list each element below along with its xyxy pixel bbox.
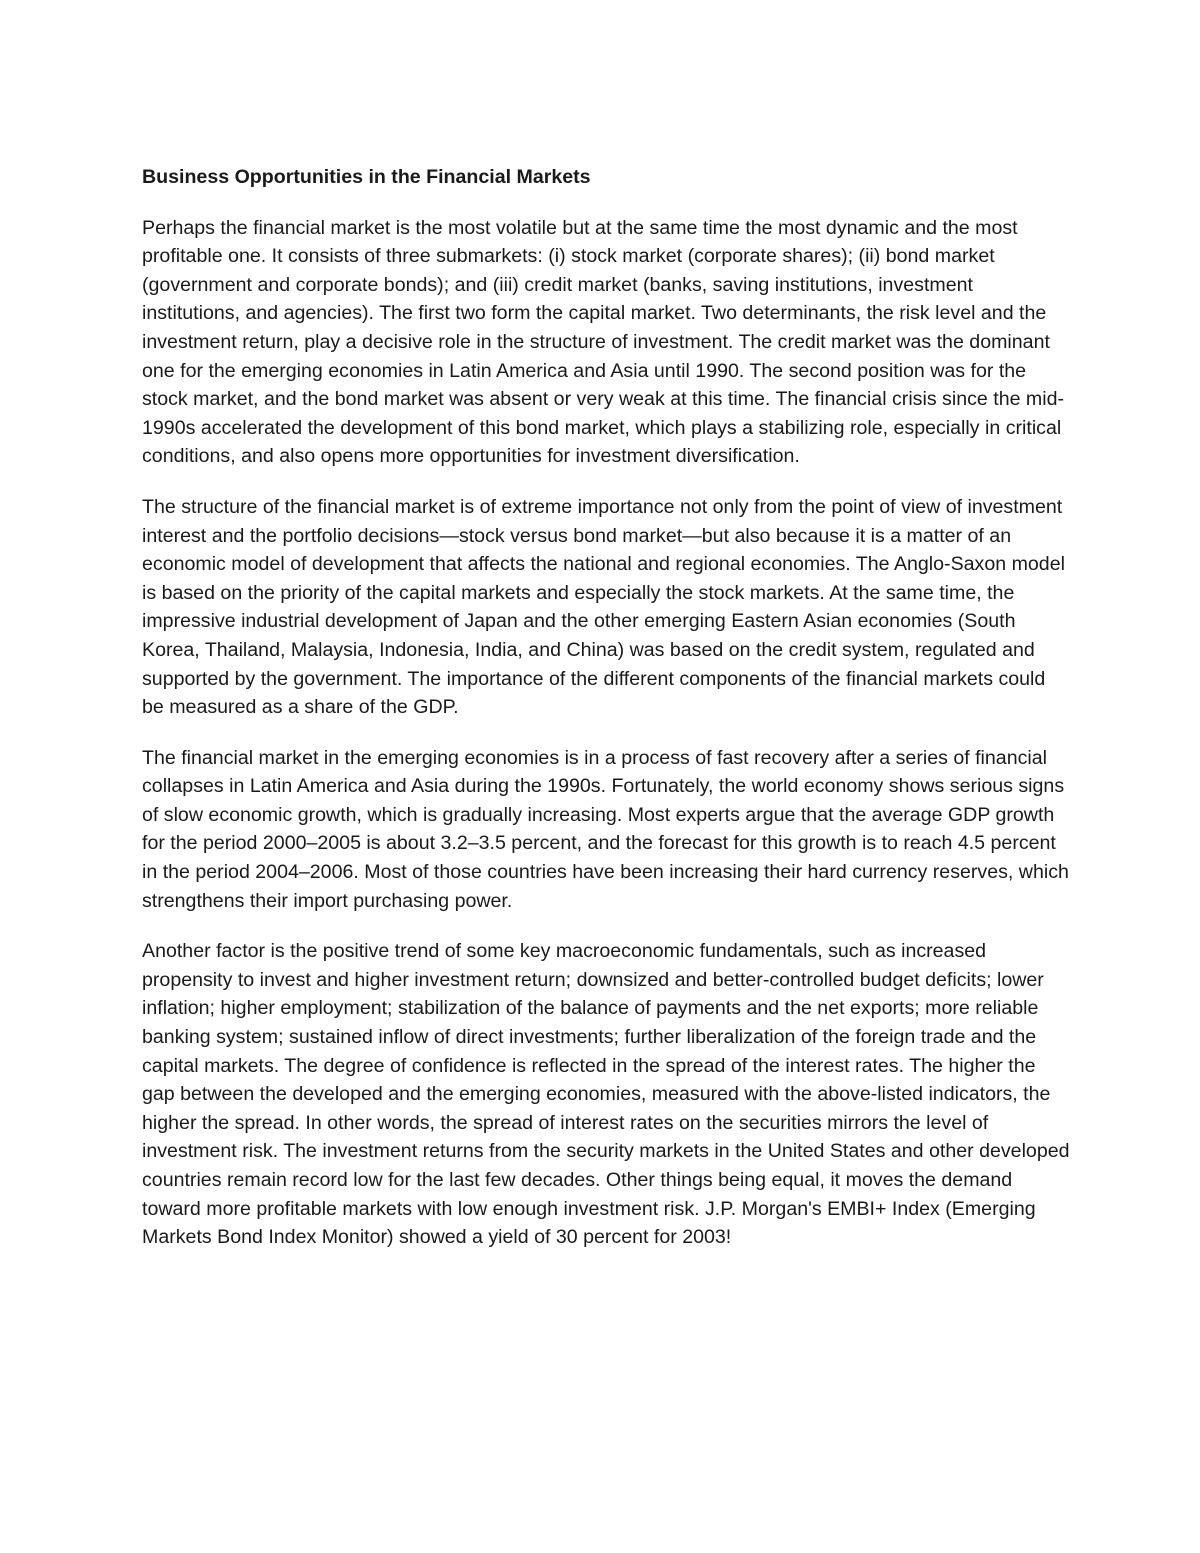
document-title: Business Opportunities in the Financial Markets <box>142 166 591 188</box>
paragraph-2: The structure of the financial market is of extreme importance not only from the point of view of investment interest and the portfolio decisions—stock versus bond market—but also because it is a matter of an economic model of development that affects the national and regional economies. The Anglo-Saxon model is based on the priority of the capital markets and especially the stock markets. At the same time, the impressive industrial development of Japan and the other emerging Eastern Asian economies (South Korea, Thailand, Malaysia, Indonesia, India, and China) was based on the credit system, regulated and supported by the government. The importance of the different components of the financial markets could be measured as a share of the GDP. <box>142 495 1065 719</box>
document-body <box>142 163 1072 1274</box>
paragraph-3: The financial market in the emerging economies is in a process of fast recovery after a series of financial collapses in Latin America and Asia during the 1990s. Fortunately, the world economy shows serious signs of slow economic growth, which is gradually increasing. Most experts argue that the average GDP growth for the period 2000–2005 is about 3.2–3.5 percent, and the forecast for this growth is to reach 4.5 percent in the period 2004–2006. Most of those countries have been increasing their hard currency reserves, which strengthens their import purchasing power. <box>142 746 1069 912</box>
paragraph-1: Perhaps the financial market is the most volatile but at the same time the most dynamic and the most profitable one. It consists of three submarkets: (i) stock market (corporate shares); (ii) bond market (government and corporate bonds); and (iii) credit market (banks, saving institutions, investment institutions, and agencies). The first two form the capital market. Two determinants, the risk level and the investment return, play a decisive role in the structure of investment. The credit market was the dominant one for the emerging economies in Latin America and Asia until 1990. The second position was for the stock market, and the bond market was absent or very weak at this time. The financial crisis since the mid-1990s accelerated the development of this bond market, which plays a stabilizing role, especially in critical conditions, and also opens more opportunities for investment diversification. <box>142 216 1065 468</box>
paragraph-4: Another factor is the positive trend of some key macroeconomic fundamentals, such as increased propensity to invest and higher investment return; downsized and better-controlled budget deficits; lower inflation; higher employment; stabilization of the balance of payments and the net exports; more reliable banking system; sustained inflow of direct investments; further liberalization of the foreign trade and the capital markets. The degree of confidence is reflected in the spread of the interest rates. The higher the gap between the developed and the emerging economies, measured with the above-listed indicators, the higher the spread. In other words, the spread of interest rates on the securities mirrors the level of investment risk. The investment returns from the security markets in the United States and other developed countries remain record low for the last few decades. Other things being equal, it moves the demand toward more profitable markets with low enough investment risk. J.P. Morgan's EMBI+ Index (Emerging Markets Bond Index Monitor) showed a yield of 30 percent for 2003! <box>142 940 1070 1249</box>
